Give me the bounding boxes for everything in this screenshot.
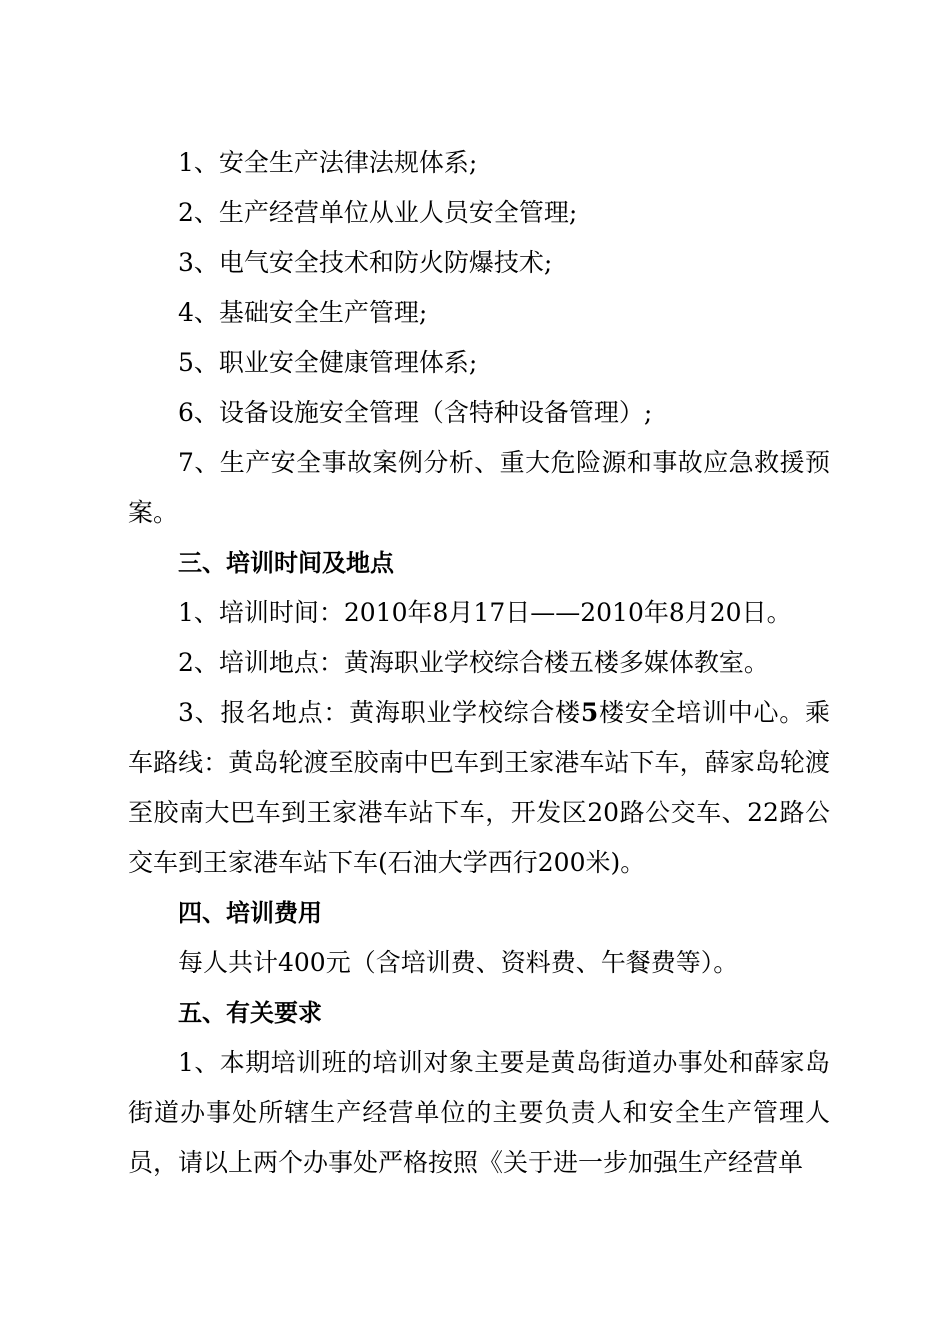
signup-before-text: 3、报名地点：黄海职业学校综合楼 — [178, 698, 581, 727]
signup-after-text: 楼安全培训中心。乘车路线：黄岛轮渡至胶南中巴车到王家港车站下车，薛家岛轮渡至胶南大巴车到王家港车站下车，开发区20路公交车、22路公交车到王家港车站下车(石油大学西行200米)。 — [128, 698, 830, 877]
list-item: 6、设备设施安全管理（含特种设备管理）; — [178, 398, 653, 427]
list-item: 5、职业安全健康管理体系; — [178, 348, 478, 377]
list-item: 2、生产经营单位从业人员安全管理; — [178, 198, 578, 227]
document-body — [128, 138, 830, 1188]
list-item: 1、安全生产法律法规体系; — [178, 148, 478, 177]
signup-place-and-route — [128, 688, 830, 888]
section-heading-time-place: 三、培训时间及地点 — [178, 549, 394, 577]
section-heading-fees: 四、培训费用 — [178, 899, 322, 927]
section-heading-requirements: 五、有关要求 — [178, 999, 322, 1027]
fees-text: 每人共计400元（含培训费、资料费、午餐费等）。 — [178, 948, 739, 977]
list-item: 4、基础安全生产管理; — [178, 298, 428, 327]
training-place: 2、培训地点：黄海职业学校综合楼五楼多媒体教室。 — [178, 648, 769, 677]
signup-floor-number: 5 — [580, 698, 599, 727]
training-time: 1、培训时间：2010年8月17日——2010年8月20日。 — [178, 598, 792, 627]
requirements-text: 1、本期培训班的培训对象主要是黄岛街道办事处和薛家岛街道办事处所辖生产经营单位的主要负责人和安全生产管理人员，请以上两个办事处严格按照《关于进一步加强生产经营单 — [128, 1048, 830, 1177]
list-item: 3、电气安全技术和防火防爆技术; — [178, 248, 553, 277]
list-item: 7、生产安全事故案例分析、重大危险源和事故应急救援预案。 — [128, 448, 830, 527]
